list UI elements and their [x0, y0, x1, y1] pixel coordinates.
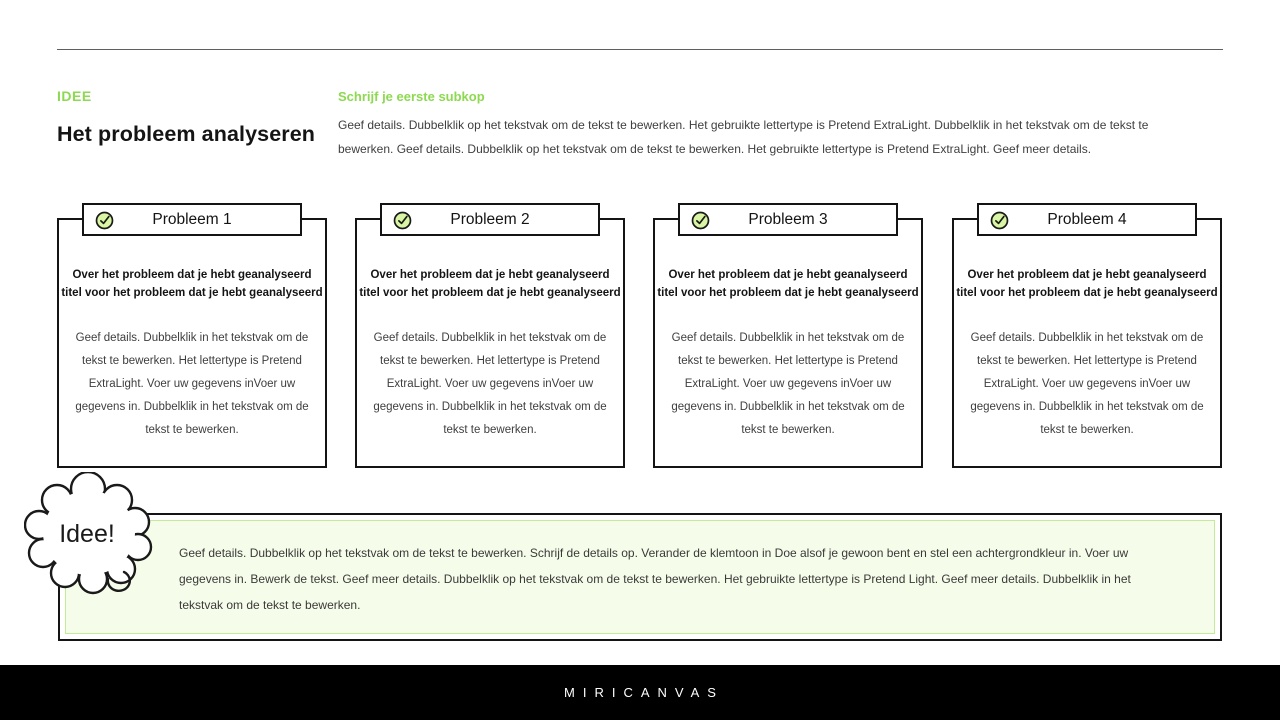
problem-card-1[interactable]: [57, 203, 327, 468]
card-body-box: [653, 218, 923, 468]
card-title: Probleem 1: [152, 210, 232, 228]
card-body-text[interactable]: Geef details. Dubbelklik in het tekstvak om de tekst te bewerken. Het lettertype is Pretend ExtraLight. Voer uw gegevens inVoer uw gegevens in. Dubbelklik in het tekstvak om de tekst te bewerken.: [671, 332, 905, 436]
idea-bubble[interactable]: [24, 472, 160, 602]
card-tab[interactable]: [977, 203, 1197, 236]
card-body-box: [57, 218, 327, 468]
card-heading[interactable]: [59, 267, 325, 302]
kicker-label[interactable]: IDEE: [57, 88, 92, 104]
card-heading-line: titel voor het probleem dat je hebt geanalyseerd: [956, 286, 1218, 299]
problem-card-4[interactable]: [952, 203, 1222, 468]
card-title: Probleem 3: [748, 210, 828, 228]
card-body-text[interactable]: Geef details. Dubbelklik in het tekstvak om de tekst te bewerken. Het lettertype is Pretend ExtraLight. Voer uw gegevens inVoer uw gegevens in. Dubbelklik in het tekstvak om de tekst te bewerken.: [970, 332, 1204, 436]
idea-note-text[interactable]: Geef details. Dubbelklik op het tekstvak om de tekst te bewerken. Schrijf de details op. Verander de klemtoon in Doe alsof je gewoon bent en stel een achtergrondkleur in. Voer uw gegevens in. Bewerk de tekst. Geef meer details. Dubbelklik op het tekstvak om de tekst te bewerken. Het gebruikte lettertype is Pretend Light. Geef meer details. Dubbelklik in het tekstvak om de tekst te bewerken.: [179, 546, 1131, 612]
card-body-box: [952, 218, 1222, 468]
top-divider-line: [57, 49, 1223, 50]
card-heading[interactable]: [954, 267, 1220, 302]
idea-note-box[interactable]: [58, 513, 1222, 641]
check-circle-icon: [990, 211, 1009, 230]
card-heading-line: Over het probleem dat je hebt geanalyseerd: [72, 269, 312, 281]
check-circle-icon: [691, 211, 710, 230]
card-title: Probleem 4: [1047, 210, 1127, 228]
card-heading[interactable]: [357, 267, 623, 302]
idea-note-inner: [65, 520, 1215, 634]
check-circle-icon: [95, 211, 114, 230]
footer-bar: [0, 665, 1280, 720]
card-heading-line: titel voor het probleem dat je hebt geanalyseerd: [359, 286, 621, 299]
subheading[interactable]: Schrijf je eerste subkop: [338, 89, 485, 104]
card-tab[interactable]: [82, 203, 302, 236]
card-heading[interactable]: [655, 267, 921, 302]
card-heading-line: Over het probleem dat je hebt geanalyseerd: [967, 269, 1207, 281]
card-heading-line: Over het probleem dat je hebt geanalyseerd: [668, 269, 908, 281]
card-body-text[interactable]: Geef details. Dubbelklik in het tekstvak om de tekst te bewerken. Het lettertype is Pretend ExtraLight. Voer uw gegevens inVoer uw gegevens in. Dubbelklik in het tekstvak om de tekst te bewerken.: [373, 332, 607, 436]
check-circle-icon: [393, 211, 412, 230]
idea-bubble-label: Idee!: [59, 520, 115, 548]
page-title[interactable]: Het probleem analyseren: [57, 122, 316, 146]
card-heading-line: titel voor het probleem dat je hebt geanalyseerd: [61, 286, 323, 299]
intro-paragraph[interactable]: Geef details. Dubbelklik op het tekstvak om de tekst te bewerken. Het gebruikte lettertype is Pretend ExtraLight. Dubbelklik in het tekstvak om de tekst te bewerken. Geef details. Dubbelklik op het tekstvak om de tekst te bewerken. Het gebruikte lettertype is Pretend ExtraLight. Geef meer details.: [338, 118, 1149, 156]
card-tab[interactable]: [380, 203, 600, 236]
card-body-text[interactable]: Geef details. Dubbelklik in het tekstvak om de tekst te bewerken. Het lettertype is Pretend ExtraLight. Voer uw gegevens inVoer uw gegevens in. Dubbelklik in het tekstvak om de tekst te bewerken.: [75, 332, 309, 436]
card-heading-line: Over het probleem dat je hebt geanalyseerd: [370, 269, 610, 281]
card-title: Probleem 2: [450, 210, 530, 228]
card-heading-line: titel voor het probleem dat je hebt geanalyseerd: [657, 286, 919, 299]
card-tab[interactable]: [678, 203, 898, 236]
problem-card-2[interactable]: [355, 203, 625, 468]
card-body-box: [355, 218, 625, 468]
problem-card-3[interactable]: [653, 203, 923, 468]
brand-logo: MIRICANVAS: [564, 685, 724, 700]
